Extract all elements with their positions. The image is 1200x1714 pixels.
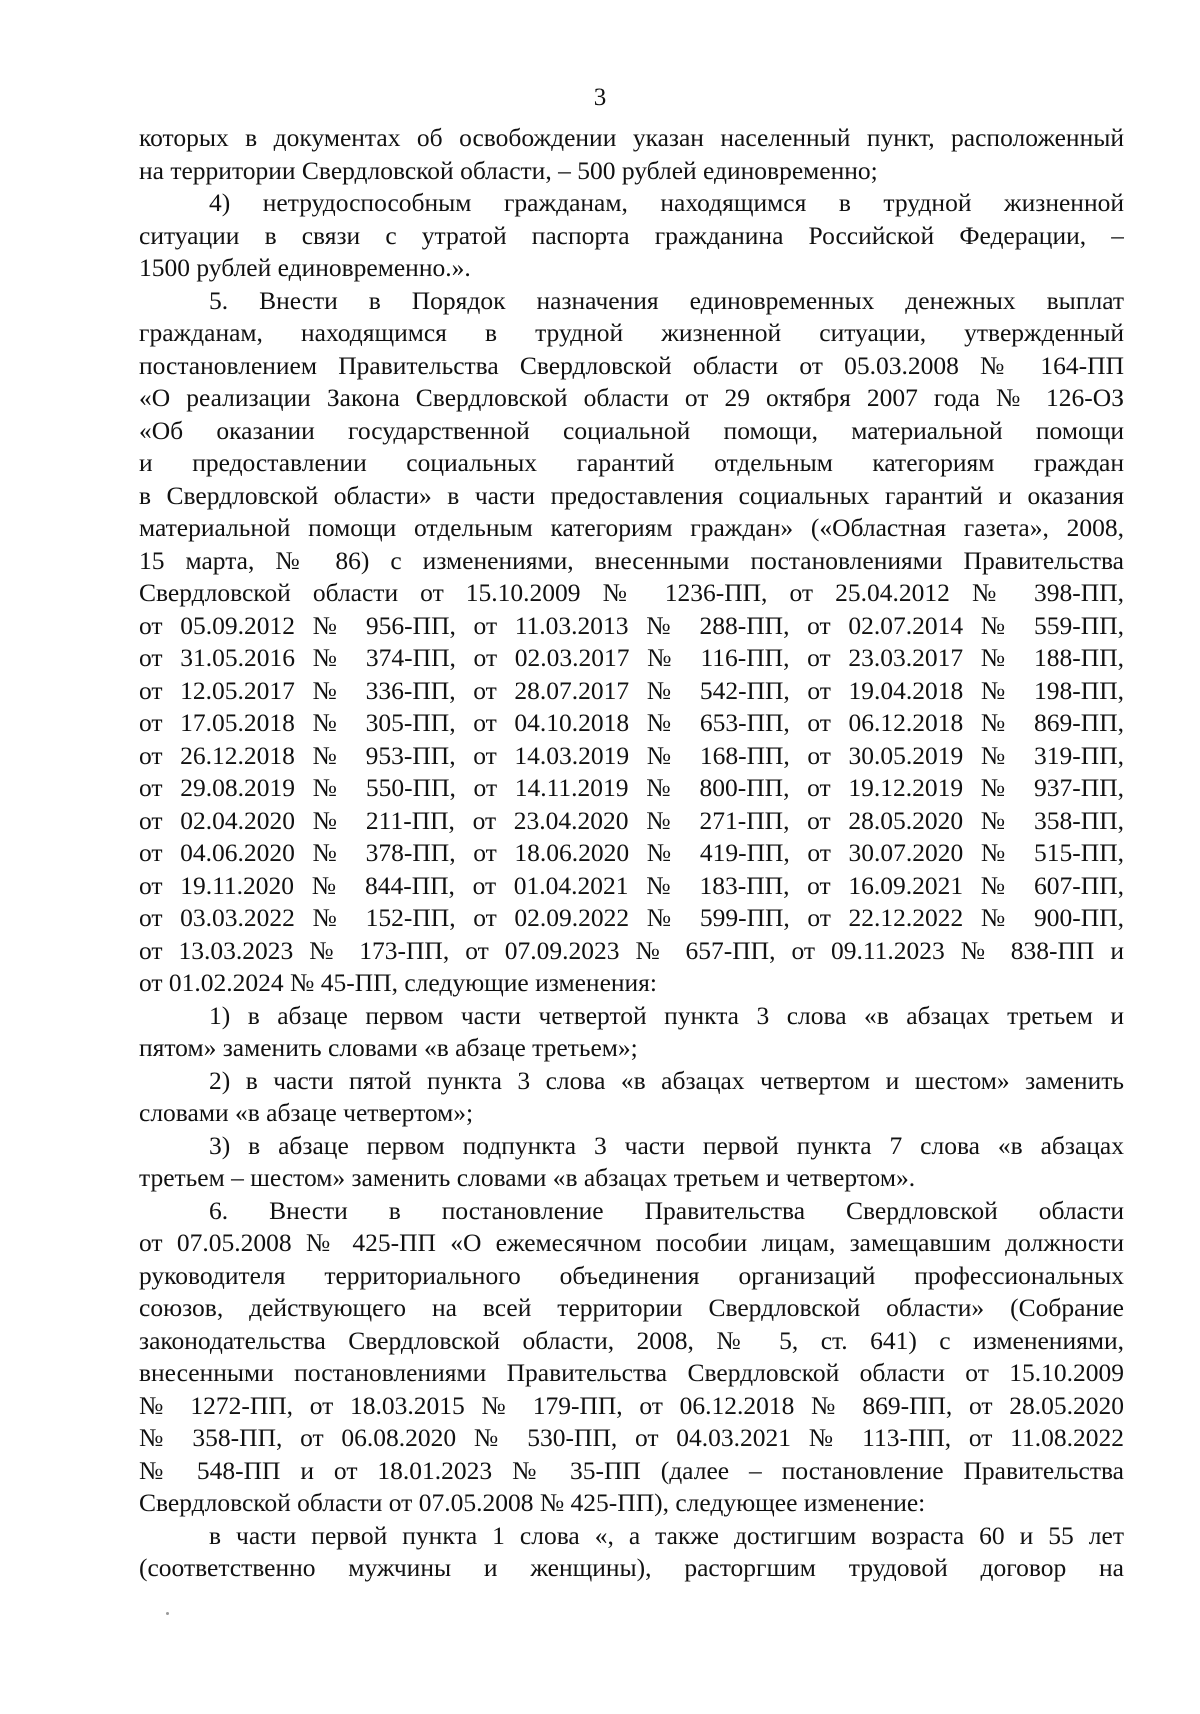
scan-speck: [166, 1612, 169, 1615]
text-line: внесенными постановлениями Правительства Свердловской области от 15.10.2009: [139, 1358, 1124, 1387]
text-line: от 31.05.2016 № 374-ПП, от 02.03.2017 № 116-ПП, от 23.03.2017 № 188-ПП,: [139, 643, 1124, 672]
text-line: пятом» заменить словами «в абзаце третьем»;: [139, 1033, 638, 1062]
text-line: от 05.09.2012 № 956-ПП, от 11.03.2013 № 288-ПП, от 02.07.2014 № 559-ПП,: [139, 610, 1124, 640]
text-line: 3) в абзаце первом подпункта 3 части первой пункта 7 слова «в абзацах: [209, 1130, 1124, 1160]
text-line: 4) нетрудоспособным гражданам, находящимся в трудной жизненной: [209, 188, 1124, 217]
text-line: в части первой пункта 1 слова «, а также достигшим возраста 60 и 55 лет: [209, 1520, 1124, 1550]
text-line: законодательства Свердловской области, 2008, № 5, ст. 641) с изменениями,: [139, 1325, 1124, 1355]
text-line: 5. Внести в Порядок назначения единовременных денежных выплат: [209, 285, 1124, 315]
text-line: на территории Свердловской области, – 500 рублей единовременно;: [139, 155, 878, 185]
text-line: которых в документах об освобождении указан населенный пункт, расположенный: [139, 123, 1124, 152]
text-line: третьем – шестом» заменить словами «в абзацах третьем и четвертом».: [139, 1163, 916, 1192]
page-number: 3: [593, 84, 607, 111]
text-line: от 17.05.2018 № 305-ПП, от 04.10.2018 № 653-ПП, от 06.12.2018 № 869-ПП,: [139, 708, 1124, 737]
text-line: от 07.05.2008 № 425-ПП «О ежемесячном пособии лицам, замещавшим должности: [139, 1228, 1124, 1257]
text-line: 1500 рублей единовременно.».: [139, 253, 471, 282]
text-line: № 548-ПП и от 18.01.2023 № 35-ПП (далее – постановление Правительства: [139, 1455, 1124, 1485]
text-line: «О реализации Закона Свердловской области от 29 октября 2007 года № 126-ОЗ: [139, 383, 1124, 412]
text-line: от 04.06.2020 № 378-ПП, от 18.06.2020 № 419-ПП, от 30.07.2020 № 515-ПП,: [139, 838, 1124, 867]
text-line: Свердловской области от 15.10.2009 № 1236-ПП, от 25.04.2012 № 398-ПП,: [139, 578, 1124, 607]
text-line: от 29.08.2019 № 550-ПП, от 14.11.2019 № 800-ПП, от 19.12.2019 № 937-ПП,: [139, 773, 1124, 802]
text-line: словами «в абзаце четвертом»;: [139, 1098, 474, 1127]
text-line: от 13.03.2023 № 173-ПП, от 07.09.2023 № 657-ПП, от 09.11.2023 № 838-ПП и: [139, 935, 1124, 965]
text-line: союзов, действующего на всей территории Свердловской области» (Собрание: [139, 1293, 1124, 1322]
text-line: от 19.11.2020 № 844-ПП, от 01.04.2021 № 183-ПП, от 16.09.2021 № 607-ПП,: [139, 870, 1124, 900]
text-line: № 358-ПП, от 06.08.2020 № 530-ПП, от 04.03.2021 № 113-ПП, от 11.08.2022: [139, 1423, 1124, 1452]
text-line: ситуации в связи с утратой паспорта гражданина Российской Федерации, –: [139, 220, 1124, 250]
text-line: от 03.03.2022 № 152-ПП, от 02.09.2022 № 599-ПП, от 22.12.2022 № 900-ПП,: [139, 903, 1124, 932]
text-line: постановлением Правительства Свердловской области от 05.03.2008 № 164-ПП: [139, 350, 1124, 380]
text-line: (соответственно мужчины и женщины), расторгшим трудовой договор на: [139, 1553, 1124, 1582]
text-line: гражданам, находящимся в трудной жизненной ситуации, утвержденный: [139, 318, 1124, 347]
text-line: Свердловской области от 07.05.2008 № 425-ПП), следующее изменение:: [139, 1488, 926, 1517]
text-line: и предоставлении социальных гарантий отдельным категориям граждан: [139, 448, 1124, 477]
text-line: в Свердловской области» в части предоставления социальных гарантий и оказания: [139, 480, 1124, 510]
text-line: 2) в части пятой пункта 3 слова «в абзацах четвертом и шестом» заменить: [209, 1065, 1124, 1095]
text-line: от 01.02.2024 № 45-ПП, следующие изменения:: [139, 968, 657, 997]
text-line: 6. Внести в постановление Правительства Свердловской области: [209, 1195, 1124, 1225]
text-line: от 26.12.2018 № 953-ПП, от 14.03.2019 № 168-ПП, от 30.05.2019 № 319-ПП,: [139, 740, 1124, 770]
text-line: 1) в абзаце первом части четвертой пункта 3 слова «в абзацах третьем и: [209, 1000, 1124, 1030]
text-line: от 02.04.2020 № 211-ПП, от 23.04.2020 № 271-ПП, от 28.05.2020 № 358-ПП,: [139, 805, 1124, 835]
document-body: [139, 122, 1124, 1585]
text-line: «Об оказании государственной социальной помощи, материальной помощи: [139, 415, 1124, 445]
text-line: от 12.05.2017 № 336-ПП, от 28.07.2017 № 542-ПП, от 19.04.2018 № 198-ПП,: [139, 675, 1124, 705]
text-line: № 1272-ПП, от 18.03.2015 № 179-ПП, от 06.12.2018 № 869-ПП, от 28.05.2020: [139, 1390, 1124, 1420]
text-line: материальной помощи отдельным категориям граждан» («Областная газета», 2008,: [139, 513, 1124, 542]
text-line: руководителя территориального объединения организаций профессиональных: [139, 1260, 1124, 1290]
text-line: 15 марта, № 86) с изменениями, внесенными постановлениями Правительства: [139, 545, 1124, 575]
